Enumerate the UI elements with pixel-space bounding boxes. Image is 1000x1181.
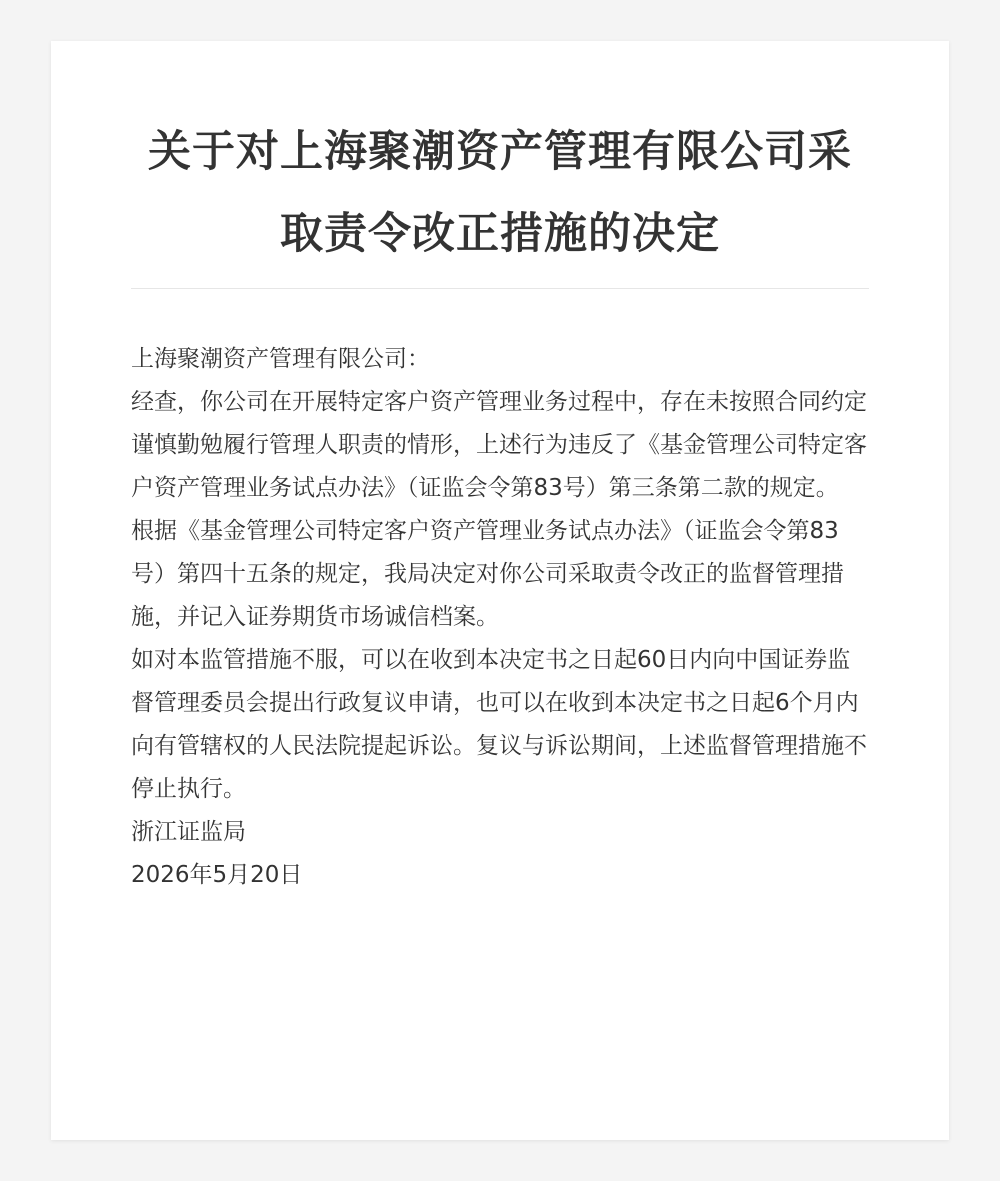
title-divider bbox=[131, 288, 869, 289]
issuer: 浙江证监局 bbox=[131, 819, 246, 845]
document-page bbox=[51, 41, 949, 1140]
document-body bbox=[131, 338, 871, 897]
issue-date: 2026年5月20日 bbox=[131, 862, 303, 888]
document-title: 关于对上海聚潮资产管理有限公司采取责令改正措施的决定 bbox=[148, 127, 852, 259]
paragraph-appeal: 如对本监管措施不服，可以在收到本决定书之日起60日内向中国证券监督管理委员会提出行政复议申请，也可以在收到本决定书之日起6个月内向有管辖权的人民法院提起诉讼。复议与诉讼期间，上述监督管理措施不停止执行。 bbox=[131, 647, 867, 802]
paragraph-findings: 经查，你公司在开展特定客户资产管理业务过程中，存在未按照合同约定谨慎勤勉履行管理人职责的情形，上述行为违反了《基金管理公司特定客户资产管理业务试点办法》（证监会令第83号）第三条第二款的规定。 bbox=[131, 389, 867, 501]
paragraph-decision: 根据《基金管理公司特定客户资产管理业务试点办法》（证监会令第83号）第四十五条的规定，我局决定对你公司采取责令改正的监督管理措施，并记入证券期货市场诚信档案。 bbox=[131, 518, 844, 630]
addressee: 上海聚潮资产管理有限公司： bbox=[131, 346, 430, 372]
